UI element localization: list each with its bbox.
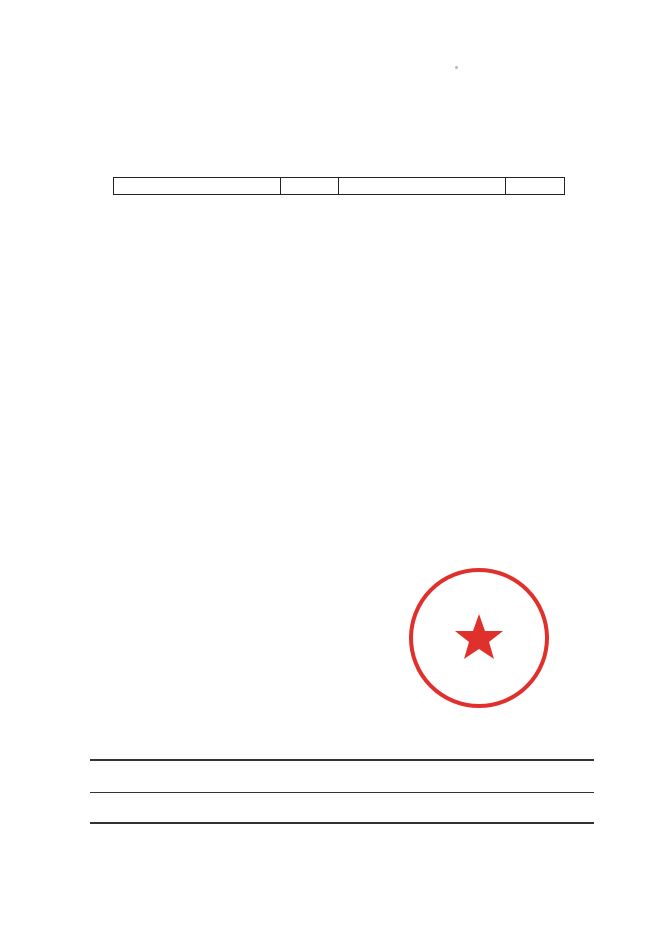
- allocation-table: [113, 177, 565, 195]
- header-college-left: [114, 178, 281, 195]
- official-seal: [406, 565, 552, 711]
- footer-rule-bottom: [90, 822, 594, 824]
- footer-rule-middle: [90, 792, 594, 793]
- header-count-right: [506, 178, 565, 195]
- table-header-row: [114, 178, 565, 195]
- header-count-left: [280, 178, 339, 195]
- paper-speck: [455, 66, 458, 69]
- footer-rule-top: [90, 759, 594, 761]
- header-college-right: [339, 178, 506, 195]
